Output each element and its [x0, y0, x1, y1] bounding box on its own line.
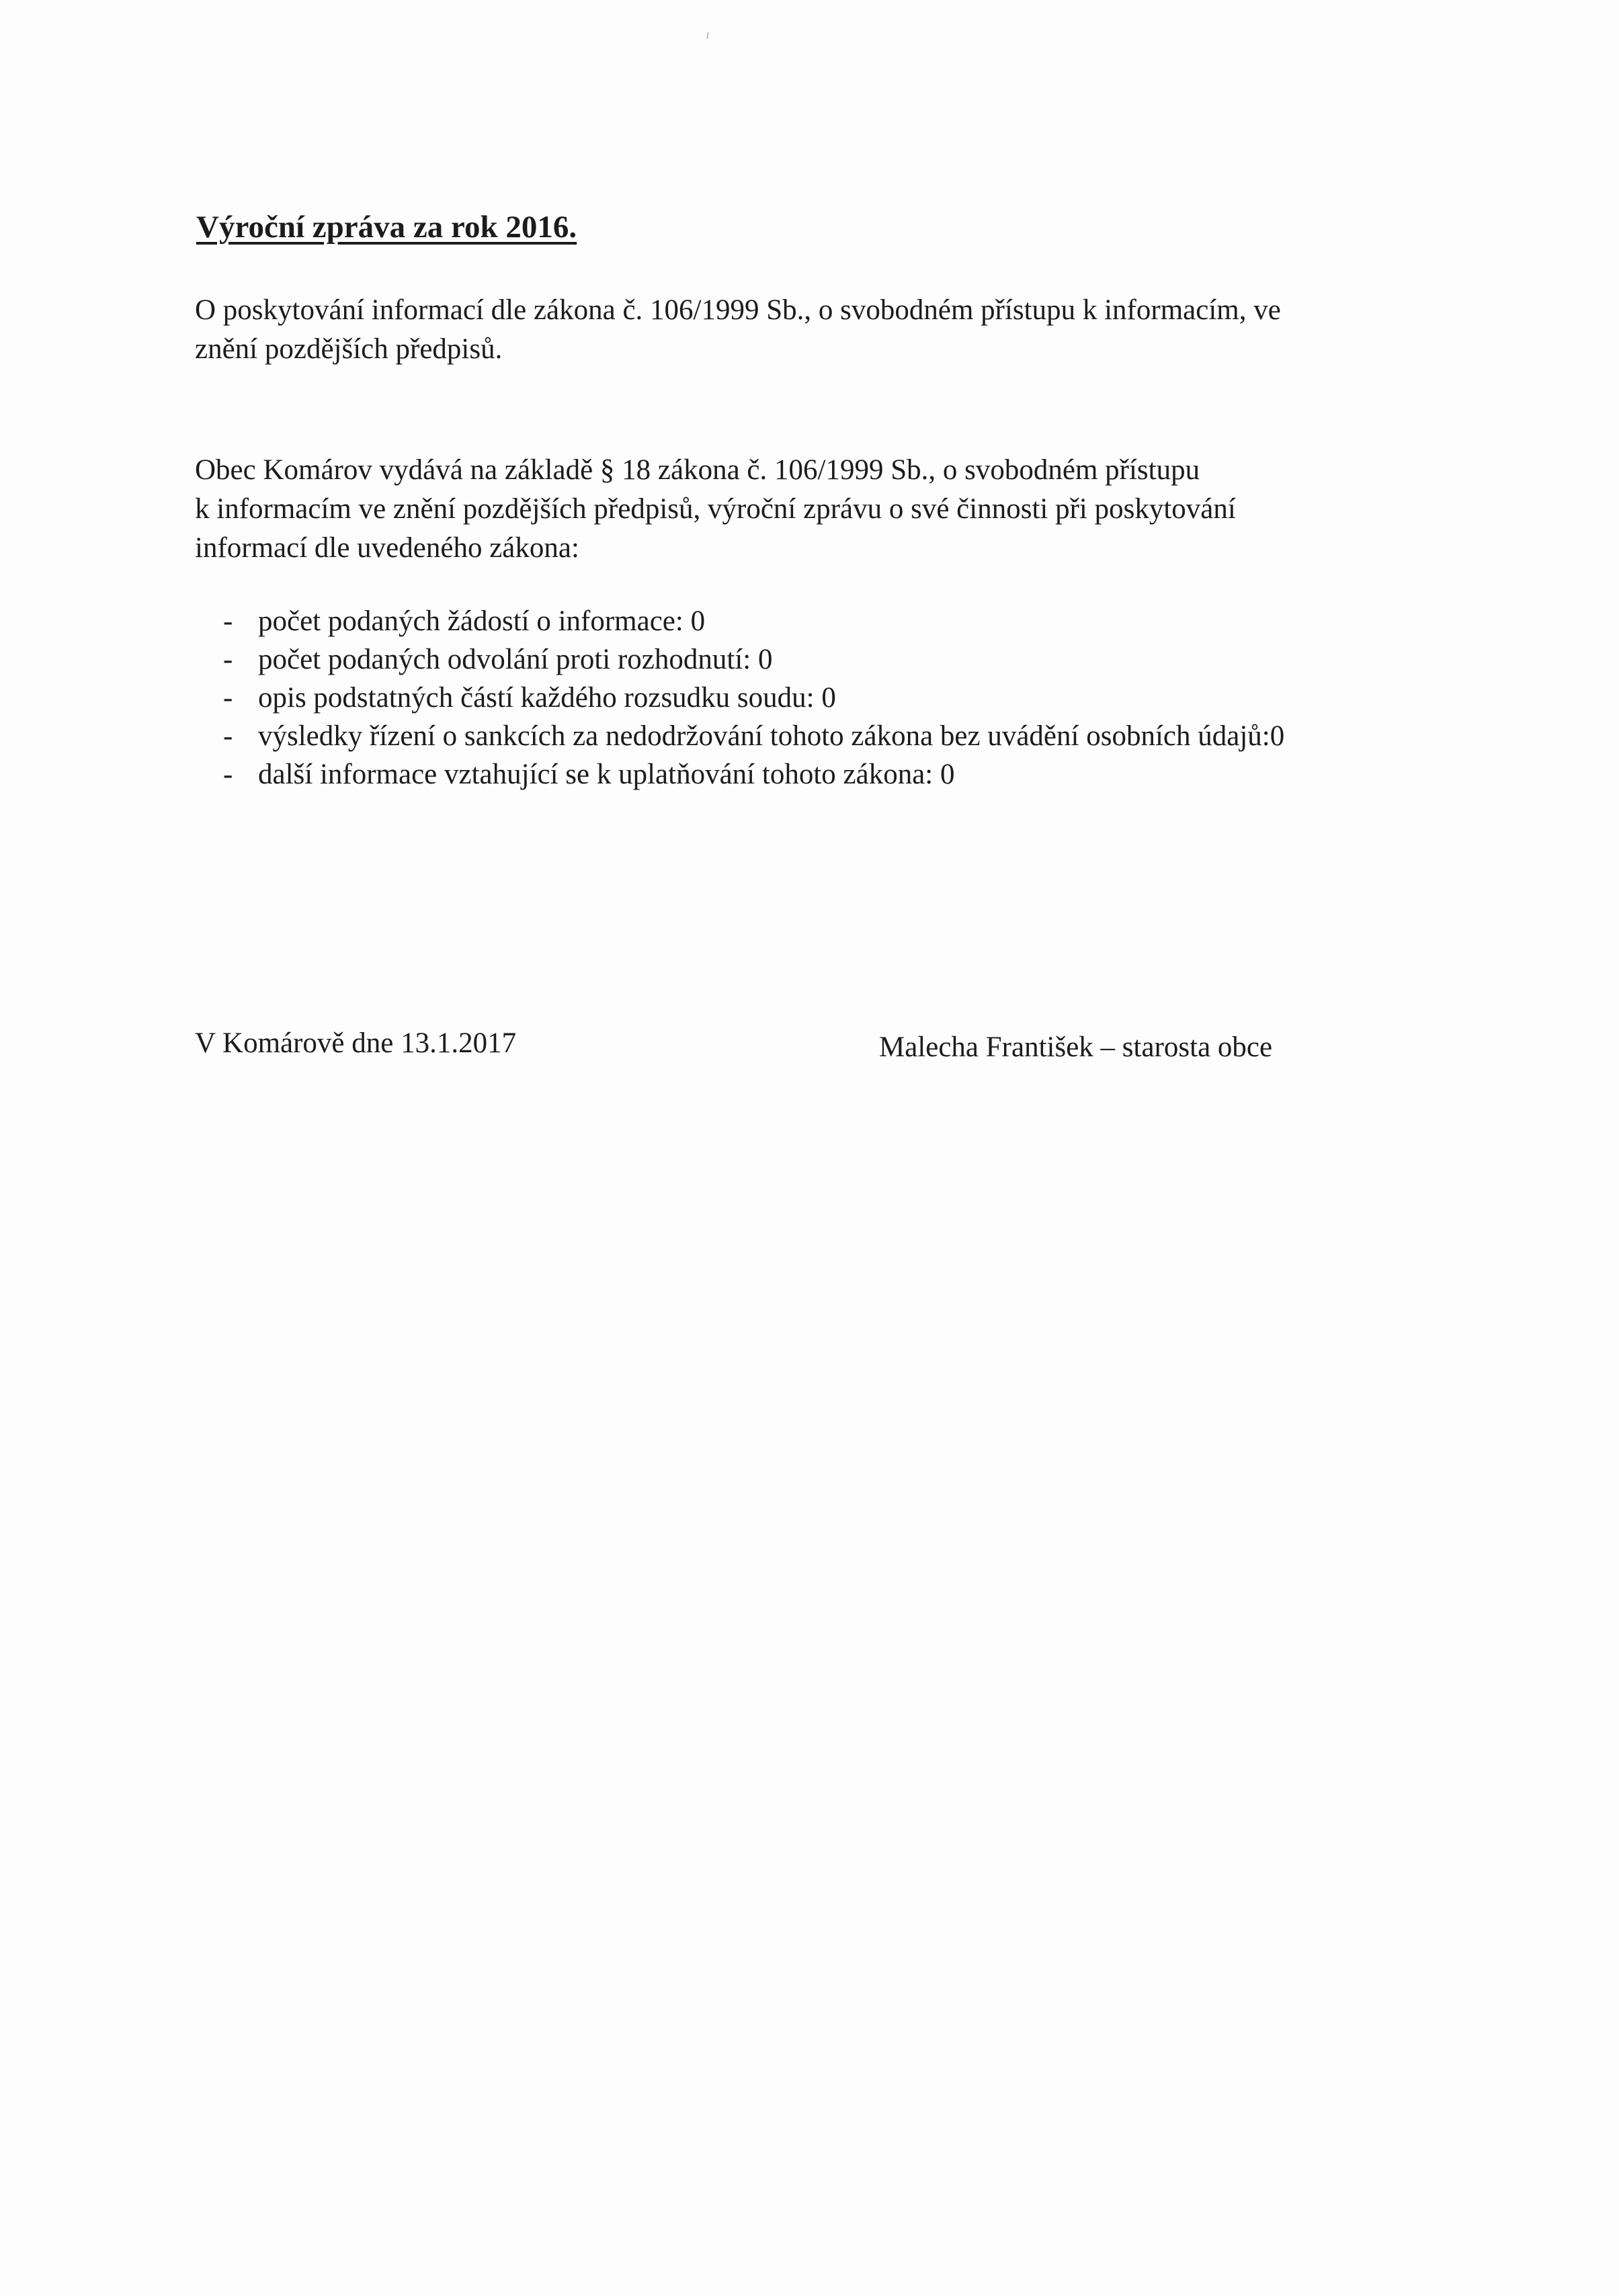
- report-items-list: [223, 602, 1284, 794]
- intro-line: znění pozdějších předpisů.: [195, 333, 503, 365]
- list-item-text: počet podaných žádostí o informace: 0: [258, 605, 706, 637]
- list-item-text: výsledky řízení o sankcích za nedodržování tohoto zákona bez uvádění osobních údajů:0: [258, 720, 1285, 752]
- list-dash: -: [223, 759, 233, 790]
- intro-line: O poskytování informací dle zákona č. 106/1999 Sb., o svobodném přístupu k informacím, ve: [195, 294, 1281, 326]
- list-dash: -: [223, 720, 233, 752]
- list-dash: -: [223, 644, 233, 675]
- signature-line: Malecha František – starosta obce: [879, 1031, 1273, 1063]
- list-item: [223, 640, 1284, 679]
- list-item-text: opis podstatných částí každého rozsudku soudu: 0: [258, 682, 836, 714]
- list-item: [223, 602, 1284, 640]
- list-item: [223, 755, 1284, 794]
- place-date: V Komárově dne 13.1.2017: [195, 1027, 517, 1059]
- list-item-text: počet podaných odvolání proti rozhodnutí: 0: [258, 644, 773, 675]
- list-dash: -: [223, 605, 233, 637]
- body-line: informací dle uvedeného zákona:: [195, 532, 579, 564]
- document-title: Výroční zpráva za rok 2016.: [196, 210, 577, 245]
- body-line: Obec Komárov vydává na základě § 18 zákona č. 106/1999 Sb., o svobodném přístupu: [195, 454, 1200, 486]
- list-item-text: další informace vztahující se k uplatňování tohoto zákona: 0: [258, 759, 955, 790]
- list-item: [223, 717, 1284, 755]
- list-item: [223, 679, 1284, 717]
- list-dash: -: [223, 682, 233, 714]
- intro-paragraph: [195, 291, 1281, 369]
- body-paragraph: [195, 451, 1236, 568]
- body-line: k informacím ve znění pozdějších předpisů, výroční zprávu o své činnosti při poskytování: [195, 493, 1236, 525]
- scan-speck: [706, 32, 708, 39]
